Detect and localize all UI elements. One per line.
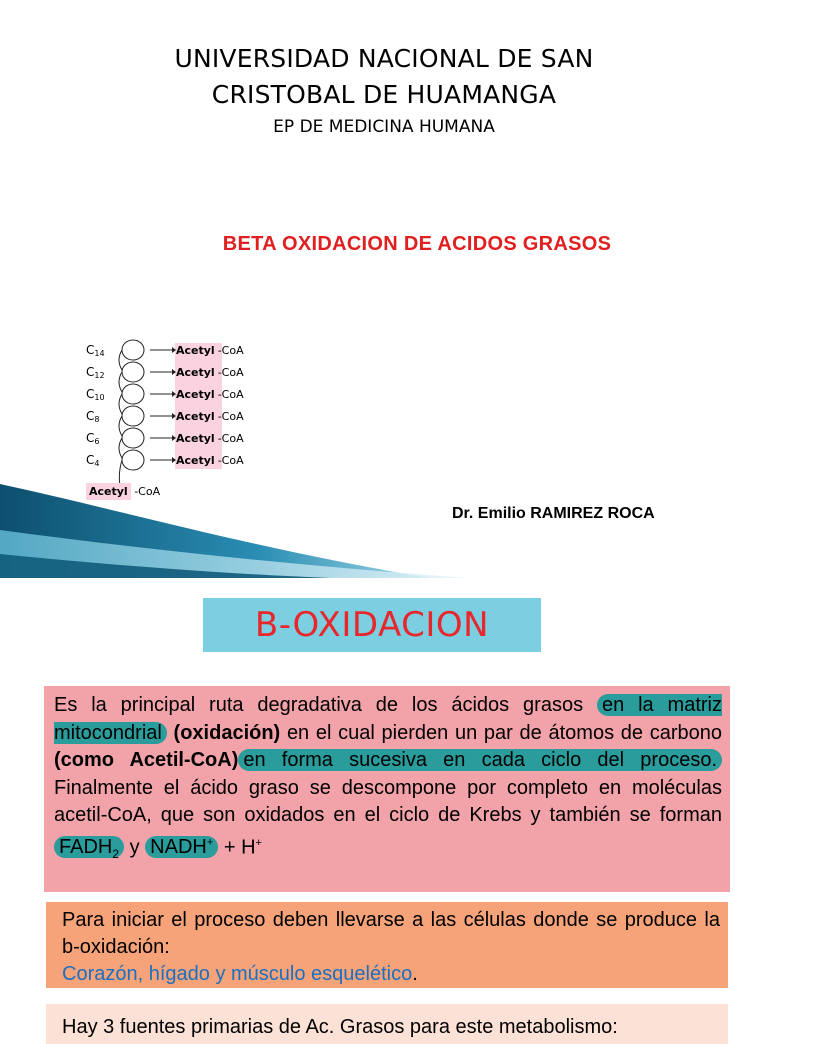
location-box: [46, 902, 728, 988]
carbon-label-c4: $C_4$: [86, 453, 100, 468]
definition-text: Es la principal ruta degradativa de los ácidos grasos en la matriz mitocondrial (oxidación) en el cual pierden un par de átomos de carbono (como Acetil-CoA) en forma sucesiva en cada ciclo del proceso. Finalmente el ácido graso se descompone por completo en moléculas acetil-CoA, que son oxidados en el ciclo de Krebs y también se forman $FADH_2$ y NADH+ + H+: [54, 694, 723, 862]
final-acetyl-coa-label: Acetyl -CoA: [86, 485, 160, 499]
decorative-wave-graphic: [0, 470, 768, 578]
sources-box: [46, 1004, 728, 1044]
highlight-sucesiva: en forma sucesiva en cada ciclo del proceso.: [238, 749, 722, 771]
highlight-nadh: NADH+: [145, 836, 218, 858]
carbon-label-c14: $C_{14}$: [86, 343, 105, 358]
acetyl-coa-label: Acetyl -CoA: [176, 366, 244, 379]
slide-title-box: [203, 598, 541, 652]
topic-title: BETA OXIDACION DE ACIDOS GRASOS: [222, 233, 612, 255]
university-name-line1: UNIVERSIDAD NACIONAL DE SAN: [174, 44, 594, 73]
acetyl-highlight-column: [175, 343, 222, 469]
carbon-label-c12: $C_{12}$: [86, 365, 105, 380]
sources-text: Hay 3 fuentes primarias de Ac. Grasos para este metabolismo:: [62, 1016, 618, 1038]
carbon-label-c10: $C_{10}$: [86, 387, 105, 402]
acetyl-coa-label: Acetyl -CoA: [176, 454, 244, 467]
definition-box: [44, 686, 730, 892]
carbon-label-c6: $C_6$: [86, 431, 100, 446]
author-name: Dr. Emilio RAMIREZ ROCA: [452, 505, 655, 522]
school-name: EP DE MEDICINA HUMANA: [273, 117, 495, 137]
content-slide: [0, 582, 768, 1038]
university-name-line2: CRISTOBAL DE HUAMANGA: [211, 80, 557, 109]
acetyl-coa-label: Acetyl -CoA: [176, 410, 244, 423]
highlight-matriz: en la matriz mitocondrial: [54, 694, 723, 744]
spiral-arrows-graphic: [114, 338, 176, 488]
acetyl-coa-label: Acetyl -CoA: [176, 432, 244, 445]
carbon-label-c8: $C_8$: [86, 409, 100, 424]
organs-text: Corazón, hígado y músculo esquelético: [62, 963, 413, 985]
location-text: Para iniciar el proceso deben llevarse a las células donde se produce la b-oxidación: Corazón, hígado y músculo esquelético.: [62, 909, 720, 985]
acetyl-coa-label: Acetyl -CoA: [176, 388, 244, 401]
slide-title: B-OXIDACION: [254, 605, 490, 645]
highlight-fadh2: $FADH_2$: [54, 836, 124, 858]
acetyl-coa-label: Acetyl -CoA: [176, 344, 244, 357]
